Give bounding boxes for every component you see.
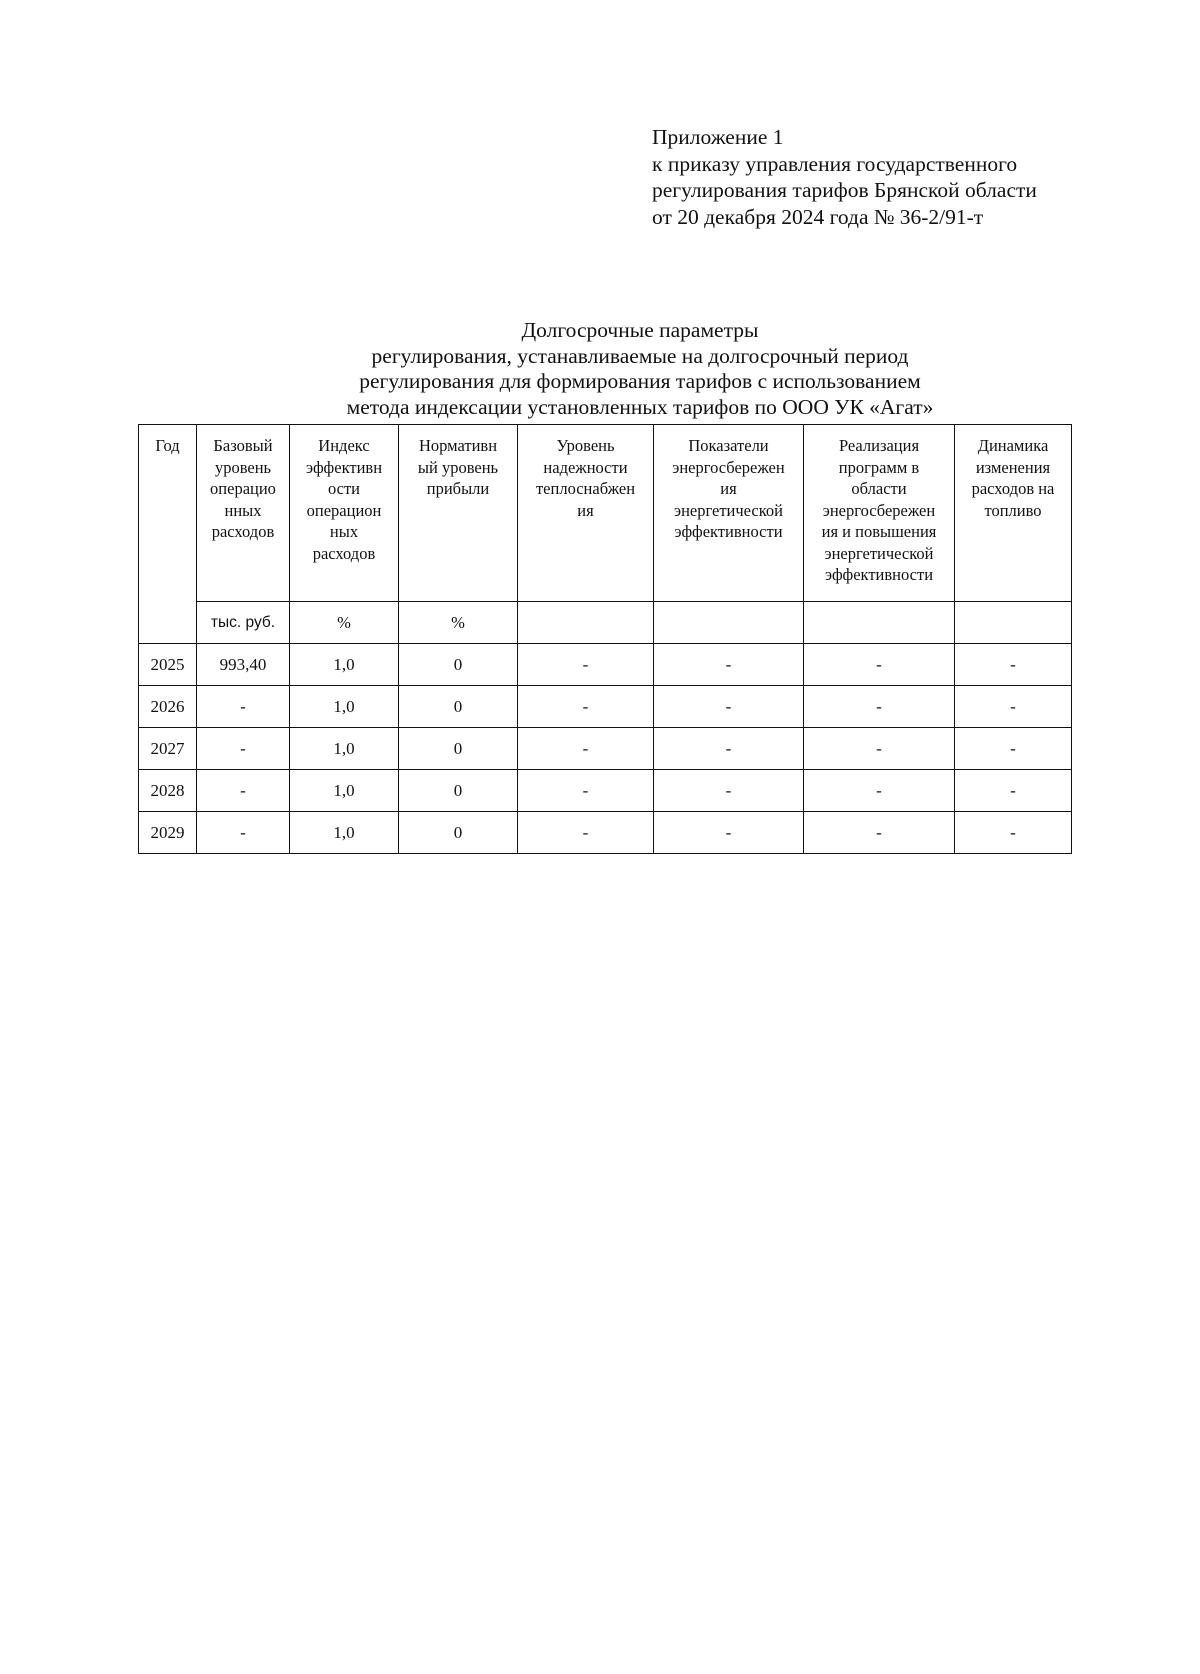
table-cell: - <box>804 686 955 728</box>
column-header-base-opex <box>197 425 290 602</box>
column-header-energy-saving <box>654 425 804 602</box>
table-cell: - <box>518 686 654 728</box>
table-cell: - <box>955 728 1072 770</box>
title-line: регулирования для формирования тарифов с использованием <box>359 369 921 393</box>
header-label: Базовый уровень операцио нных расходов <box>210 436 276 541</box>
table-cell: 0 <box>399 812 518 854</box>
parameters-table <box>138 424 1072 854</box>
units-row <box>139 602 1072 644</box>
header-row <box>139 425 1072 602</box>
table-row <box>139 770 1072 812</box>
header-label: Динамика изменения расходов на топливо <box>971 436 1055 520</box>
document-title <box>230 318 1050 420</box>
unit-cell: % <box>290 602 399 644</box>
header-label: Индекс эффективн ости операцион ных расходов <box>305 436 383 563</box>
unit-cell <box>804 602 955 644</box>
column-header-fuel-dynamics <box>955 425 1072 602</box>
header-label: Нормативн ый уровень прибыли <box>417 436 499 498</box>
year-cell: 2029 <box>139 812 197 854</box>
header-label: Год <box>155 436 180 455</box>
table-cell: 0 <box>399 770 518 812</box>
table-cell: 0 <box>399 644 518 686</box>
column-header-profit-level <box>399 425 518 602</box>
table-cell: 1,0 <box>290 644 399 686</box>
table-cell: - <box>197 686 290 728</box>
table-cell: - <box>804 770 955 812</box>
unit-cell <box>518 602 654 644</box>
table-cell: - <box>654 686 804 728</box>
table-cell: - <box>654 812 804 854</box>
year-cell: 2025 <box>139 644 197 686</box>
year-cell: 2028 <box>139 770 197 812</box>
unit-cell <box>955 602 1072 644</box>
column-header-year <box>139 425 197 644</box>
table-cell: 0 <box>399 686 518 728</box>
table-cell: - <box>955 770 1072 812</box>
title-line: метода индексации установленных тарифов по ООО УК «Агат» <box>346 394 934 419</box>
header-label: Реализация программ в области энергосбережен ия и повышения энергетической эффективности <box>821 436 937 584</box>
table-cell: - <box>804 728 955 770</box>
unit-cell <box>654 602 804 644</box>
table-cell: 1,0 <box>290 686 399 728</box>
appendix-line: к приказу управления государственного <box>652 151 1018 176</box>
table-cell: 993,40 <box>197 644 290 686</box>
table-cell: - <box>955 812 1072 854</box>
table-cell: - <box>654 770 804 812</box>
table-row <box>139 728 1072 770</box>
table-cell: - <box>654 644 804 686</box>
unit-cell: % <box>399 602 518 644</box>
appendix-line: регулирования тарифов Брянской области <box>652 178 1037 202</box>
table-cell: 0 <box>399 728 518 770</box>
table-cell: - <box>518 728 654 770</box>
table-cell: - <box>518 644 654 686</box>
column-header-reliability <box>518 425 654 602</box>
table-cell: - <box>518 812 654 854</box>
table-cell: - <box>804 644 955 686</box>
year-cell: 2027 <box>139 728 197 770</box>
year-cell: 2026 <box>139 686 197 728</box>
table-cell: - <box>518 770 654 812</box>
title-line: регулирования, устанавливаемые на долгосрочный период <box>371 343 909 368</box>
table-cell: - <box>955 644 1072 686</box>
table-cell: 1,0 <box>290 728 399 770</box>
table-cell: - <box>654 728 804 770</box>
table-cell: - <box>197 812 290 854</box>
table-cell: - <box>804 812 955 854</box>
appendix-block <box>652 124 1037 230</box>
table-cell: 1,0 <box>290 812 399 854</box>
appendix-line: от 20 декабря 2024 года № 36-2/91-т <box>652 204 984 229</box>
table-row <box>139 644 1072 686</box>
title-line: Долгосрочные параметры <box>521 318 759 342</box>
table-cell: - <box>197 728 290 770</box>
table-row <box>139 812 1072 854</box>
table-cell: 1,0 <box>290 770 399 812</box>
header-label: Уровень надежности теплоснабжен ия <box>535 436 636 520</box>
appendix-line: Приложение 1 <box>652 125 784 149</box>
table-cell: - <box>197 770 290 812</box>
unit-cell: тыс. руб. <box>197 602 290 644</box>
column-header-efficiency-index <box>290 425 399 602</box>
column-header-programs <box>804 425 955 602</box>
header-label: Показатели энергосбережен ия энергетической эффективности <box>672 436 785 541</box>
table-row <box>139 686 1072 728</box>
table-cell: - <box>955 686 1072 728</box>
